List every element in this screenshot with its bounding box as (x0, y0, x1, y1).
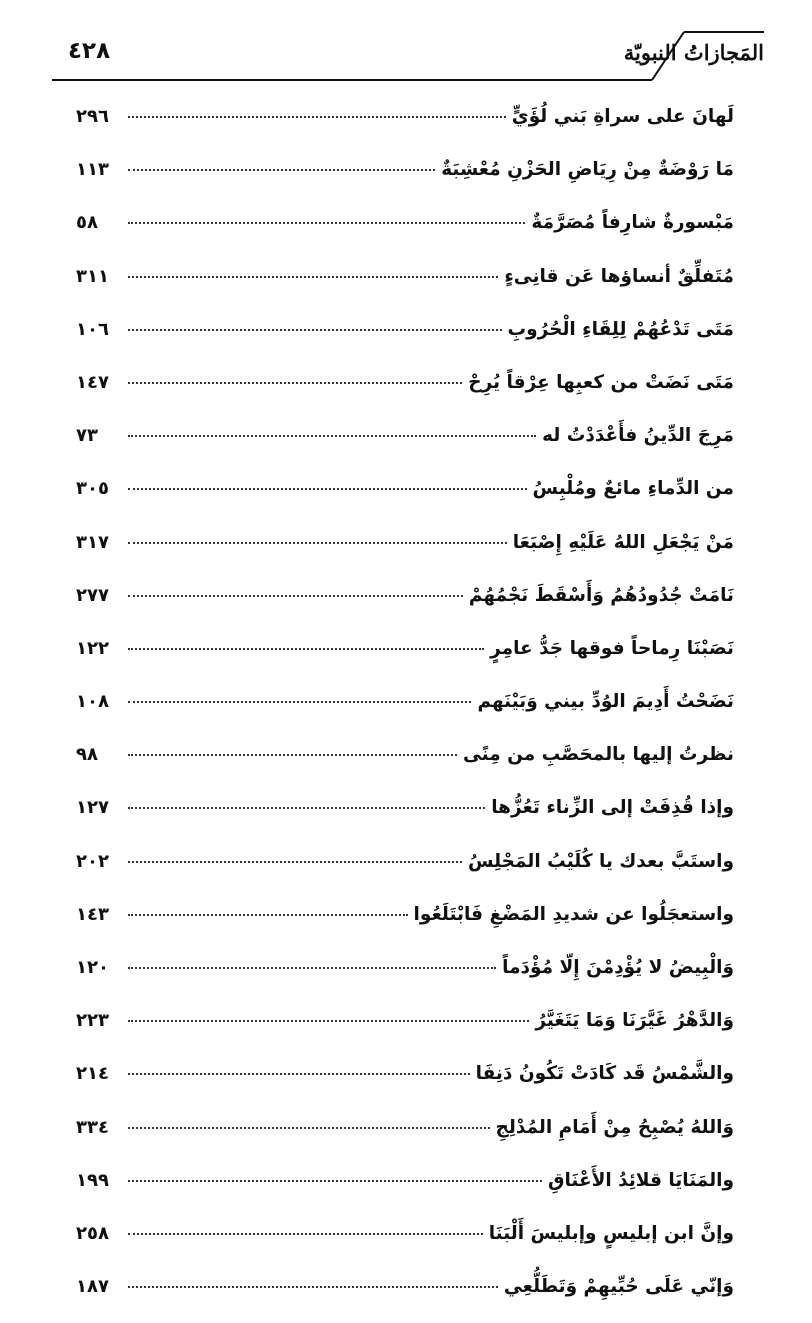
dot-leader (128, 967, 496, 969)
verse-text: نَصَبْنَا رِماحاً فوقها جَدُّ عامِرٍ (490, 637, 734, 659)
dot-leader (128, 435, 536, 437)
page-reference: ١٠٨ (76, 691, 109, 713)
dot-leader (128, 169, 435, 171)
verse-text: وَاللهُ يُصْبِحُ مِنْ أَمَامِ المُدْلِجِ (495, 1116, 734, 1138)
page-reference: ١٤٧ (76, 371, 109, 393)
index-entry (76, 153, 734, 206)
index-entry (76, 845, 734, 898)
verse-text: مَرِجَ الدِّينُ فأَعْدَدْتُ له (542, 425, 734, 447)
index-entry (76, 1111, 734, 1164)
dot-leader (128, 1073, 470, 1075)
index-entry (76, 1164, 734, 1217)
page-reference: ١٨٧ (76, 1276, 109, 1298)
verse-text: واستعجَلُوا عن شديدِ المَضْغِ فَابْتَلَعُوا (413, 903, 734, 925)
verse-text: وَالْبِيضُ لا يُؤْدِمْنَ إِلّا مُؤْدَماً (502, 957, 734, 978)
verse-text: مَا رَوْضَةٌ مِنْ رِيَاضِ الحَزْنِ مُعْشِبَةٌ (441, 159, 734, 181)
page-reference: ١٢٢ (76, 637, 109, 659)
index-entry (76, 738, 734, 791)
index-entry (76, 685, 734, 738)
verse-text: نَضَحْتُ أَدِيمَ الوُدِّ بيني وَبَيْنَهم (477, 691, 734, 713)
dot-leader (128, 807, 485, 809)
index-entry (76, 366, 734, 419)
page-reference: ٣١٧ (76, 531, 109, 553)
index-entry (76, 260, 734, 313)
index-entry (76, 526, 734, 579)
verse-index-list (76, 100, 734, 1323)
dot-leader (128, 276, 498, 278)
verse-text: والمَنَايَا قلائِدُ الأَعْنَاقِ (547, 1169, 734, 1191)
page-reference: ٥٨ (76, 212, 98, 234)
page-reference: ١٤٣ (76, 903, 109, 925)
verse-text: والشَّمْسُ قَد كَادَتْ تَكُونُ دَنِفَا (475, 1063, 734, 1085)
page-reference: ٢٠٢ (76, 850, 109, 872)
index-entry (76, 1057, 734, 1110)
verse-text: نظرتُ إليها بالمحَصَّبِ من مِنًى (462, 744, 734, 766)
page-reference: ٢٩٦ (76, 106, 109, 127)
page-reference: ٣٠٥ (76, 478, 109, 500)
verse-text: مُتَفلِّقٌ أنساؤها عَن قانِىءٍ (504, 265, 734, 287)
verse-text: مَتَى تَدْعُهُمْ لِلِقَاءِ الْحُرُوبِ (507, 318, 734, 340)
index-entry (76, 206, 734, 259)
page-reference: ٢٢٣ (76, 1010, 109, 1032)
index-entry (76, 951, 734, 1004)
dot-leader (128, 754, 457, 756)
verse-text: وَإنّي عَلَى حُبِّيهِمْ وَتَطَلُّعِي (503, 1276, 734, 1298)
page-reference: ٢١٤ (76, 1063, 109, 1085)
index-entry (76, 579, 734, 632)
dot-leader (128, 1020, 529, 1022)
dot-leader (128, 1127, 490, 1129)
dot-leader (128, 116, 506, 118)
verse-text: نَامَتْ جُدُودُهُمُ وَأَسْقَطَ نَجْمُهُمْ (468, 584, 734, 606)
page-reference: ١٢٠ (76, 957, 109, 978)
dot-leader (128, 1286, 498, 1288)
index-entry (76, 313, 734, 366)
index-entry (76, 472, 734, 525)
dot-leader (128, 382, 462, 384)
dot-leader (128, 1233, 483, 1235)
page-reference: ١٩٩ (76, 1169, 109, 1191)
page-reference: ١١٣ (76, 159, 109, 181)
page-header (52, 20, 764, 86)
book-title: المَجازاتُ النبويّة (623, 40, 764, 65)
index-entry (76, 419, 734, 472)
verse-text: وَالدَّهْرُ غَيَّرَنَا وَمَا يَتَغَيَّرُ (535, 1010, 734, 1032)
page-reference: ١٢٧ (76, 797, 109, 819)
page-reference: ٣٣٤ (76, 1116, 109, 1138)
verse-text: وإذا قُذِفَتْ إلى الزِّناء تَعُزُّها (491, 797, 734, 819)
dot-leader (128, 595, 463, 597)
index-entry (76, 791, 734, 844)
page-reference: ٢٥٨ (76, 1222, 109, 1244)
dot-leader (128, 329, 502, 331)
dot-leader (128, 542, 507, 544)
page-reference: ٢٧٧ (76, 584, 109, 606)
index-entry (76, 898, 734, 951)
index-entry (76, 1270, 734, 1323)
index-entry (76, 1004, 734, 1057)
page-reference: ١٠٦ (76, 318, 109, 340)
dot-leader (128, 914, 408, 916)
page-number: ٤٢٨ (68, 38, 111, 64)
page-reference: ٧٣ (76, 425, 98, 447)
index-entry (76, 632, 734, 685)
verse-text: مَنْ يَجْعَلِ اللهُ عَلَيْهِ إِصْبَعَا (512, 531, 734, 553)
page-reference: ٣١١ (76, 265, 109, 287)
dot-leader (128, 648, 484, 650)
verse-text: مَبْسورةٌ شارِفاً مُصَرَّمَةٌ (531, 212, 734, 234)
page-reference: ٩٨ (76, 744, 98, 766)
index-entry (76, 100, 734, 153)
index-entry (76, 1217, 734, 1270)
dot-leader (128, 222, 525, 224)
dot-leader (128, 701, 471, 703)
verse-text: مَتَى نَضَتْ من كعبِها عِرْقاً يُرِحْ (468, 371, 734, 393)
verse-text: من الدِّماءِ مائعٌ ومُلْبِسُ (532, 478, 734, 500)
verse-text: لَهانَ على سراةِ بَني لُؤَيٍّ (511, 106, 734, 127)
verse-text: واستَبَّ بعدك يا كُلَيْبُ المَجْلِسُ (467, 850, 734, 872)
dot-leader (128, 1180, 542, 1182)
dot-leader (128, 488, 527, 490)
dot-leader (128, 861, 462, 863)
verse-text: وإنَّ ابن إبليسٍ وإبليسَ أَلْبَنَا (488, 1222, 734, 1244)
